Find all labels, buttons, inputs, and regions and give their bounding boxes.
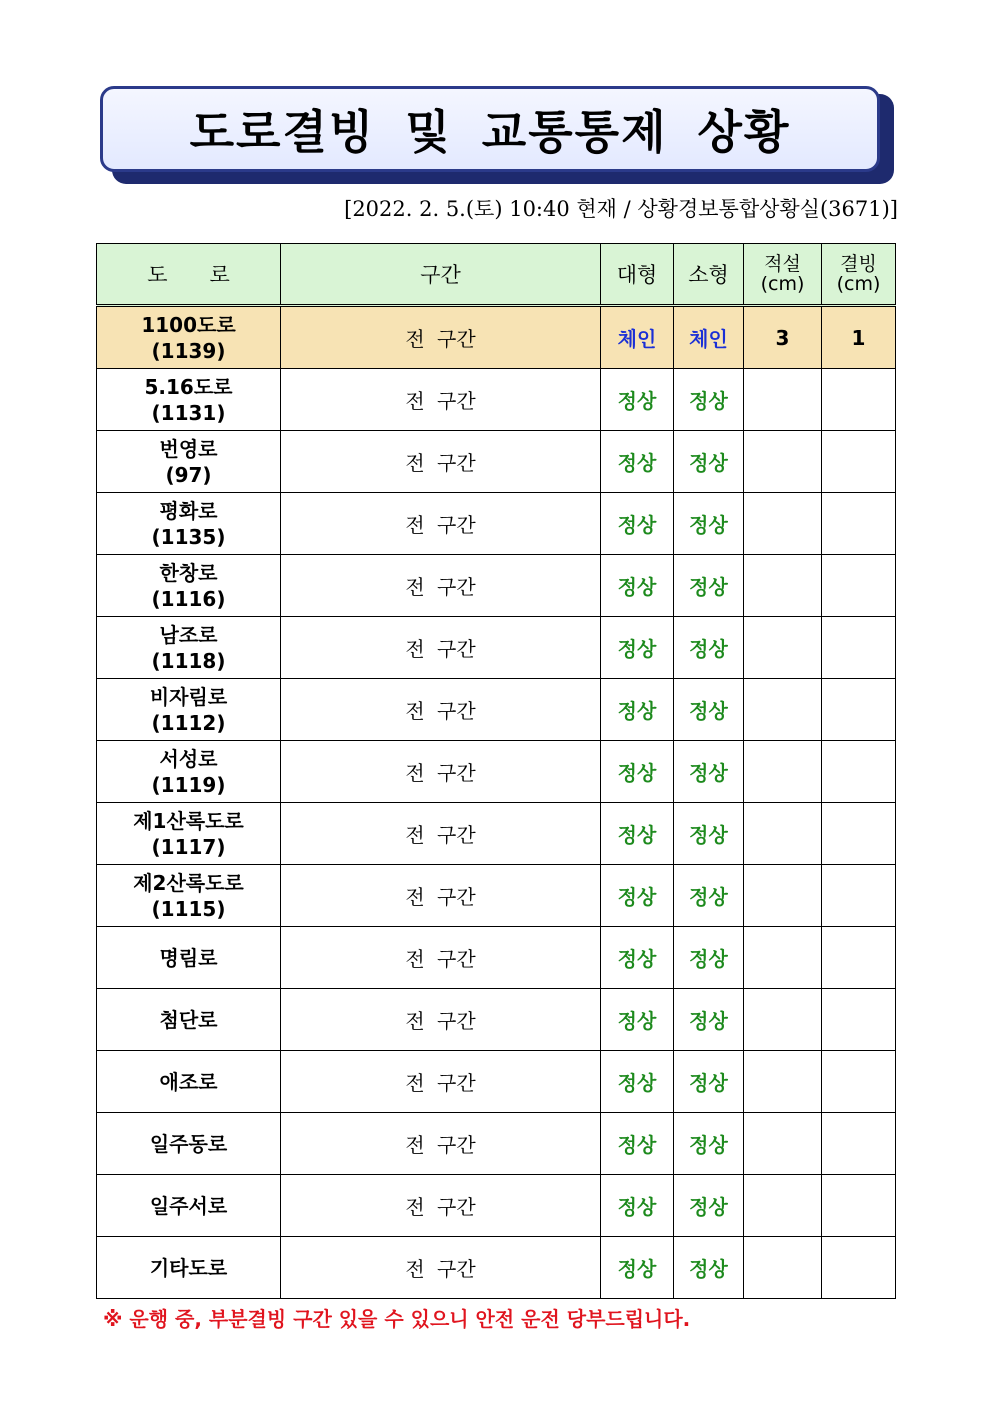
- section-cell: 전 구간: [281, 306, 601, 369]
- snow-depth: [744, 493, 822, 555]
- small-vehicle-status: 정상: [674, 803, 744, 865]
- table-row: [97, 555, 896, 617]
- ice-depth: [822, 865, 896, 927]
- road-name: 제1산록도로: [133, 808, 244, 833]
- road-number: (1118): [151, 648, 226, 673]
- snow-depth: [744, 741, 822, 803]
- section-cell: 전 구간: [281, 741, 601, 803]
- snow-depth: [744, 679, 822, 741]
- ice-depth: 1: [822, 306, 896, 369]
- road-name: 제2산록도로: [133, 870, 244, 895]
- table-row: [97, 803, 896, 865]
- road-name: 비자림로: [149, 684, 228, 709]
- snow-depth: [744, 927, 822, 989]
- table-row: [97, 431, 896, 493]
- section-cell: 전 구간: [281, 431, 601, 493]
- large-vehicle-status: 정상: [601, 555, 674, 617]
- section-cell: 전 구간: [281, 369, 601, 431]
- ice-depth: [822, 369, 896, 431]
- road-name-cell: [97, 679, 281, 741]
- large-vehicle-status: 체인: [601, 306, 674, 369]
- section-cell: 전 구간: [281, 493, 601, 555]
- ice-depth: [822, 493, 896, 555]
- small-vehicle-status: 체인: [674, 306, 744, 369]
- table-row: [97, 1113, 896, 1175]
- large-vehicle-status: 정상: [601, 617, 674, 679]
- small-vehicle-status: 정상: [674, 617, 744, 679]
- large-vehicle-status: 정상: [601, 1237, 674, 1299]
- table-body: [97, 306, 896, 1299]
- ice-depth: [822, 1113, 896, 1175]
- header-snow-unit: (cm): [760, 273, 805, 295]
- road-name: 한창로: [159, 560, 218, 585]
- road-name: 평화로: [159, 498, 218, 523]
- section-cell: 전 구간: [281, 1237, 601, 1299]
- large-vehicle-status: 정상: [601, 741, 674, 803]
- road-number: (1117): [151, 834, 226, 859]
- section-cell: 전 구간: [281, 555, 601, 617]
- table-row: [97, 1237, 896, 1299]
- title-box: [100, 86, 880, 172]
- large-vehicle-status: 정상: [601, 493, 674, 555]
- table-row: [97, 989, 896, 1051]
- large-vehicle-status: 정상: [601, 1113, 674, 1175]
- large-vehicle-status: 정상: [601, 1051, 674, 1113]
- snow-depth: 3: [744, 306, 822, 369]
- road-name-cell: [97, 865, 281, 927]
- road-name: 번영로: [159, 436, 218, 461]
- road-name-cell: [97, 1113, 281, 1175]
- small-vehicle-status: 정상: [674, 865, 744, 927]
- ice-depth: [822, 555, 896, 617]
- large-vehicle-status: 정상: [601, 989, 674, 1051]
- table-row: [97, 927, 896, 989]
- road-number: (1115): [151, 896, 226, 921]
- section-cell: 전 구간: [281, 803, 601, 865]
- road-name-cell: [97, 493, 281, 555]
- road-name-cell: [97, 989, 281, 1051]
- table-row: [97, 493, 896, 555]
- large-vehicle-status: 정상: [601, 679, 674, 741]
- road-name: 서성로: [159, 746, 218, 771]
- small-vehicle-status: 정상: [674, 369, 744, 431]
- road-number: (1112): [151, 710, 226, 735]
- status-timestamp: [2022. 2. 5.(토) 10:40 현재 / 상황경보통합상황실(3671)]: [344, 197, 898, 221]
- small-vehicle-status: 정상: [674, 493, 744, 555]
- table-row: [97, 1175, 896, 1237]
- road-name-cell: [97, 555, 281, 617]
- large-vehicle-status: 정상: [601, 927, 674, 989]
- road-number: (1116): [151, 586, 226, 611]
- table-row: [97, 369, 896, 431]
- snow-depth: [744, 617, 822, 679]
- header-large: 대형: [601, 244, 674, 306]
- table-header-row: [97, 244, 896, 306]
- section-cell: 전 구간: [281, 1113, 601, 1175]
- road-name: 애조로: [159, 1069, 218, 1094]
- road-name-cell: [97, 1237, 281, 1299]
- road-name: 5.16도로: [144, 374, 233, 399]
- large-vehicle-status: 정상: [601, 803, 674, 865]
- ice-depth: [822, 989, 896, 1051]
- road-name: 첨단로: [159, 1007, 218, 1032]
- ice-depth: [822, 1051, 896, 1113]
- road-name-cell: [97, 927, 281, 989]
- snow-depth: [744, 1113, 822, 1175]
- road-name: 명림로: [159, 945, 218, 970]
- road-name-cell: [97, 741, 281, 803]
- road-number: (1119): [151, 772, 226, 797]
- road-name: 기타도로: [149, 1255, 228, 1280]
- snow-depth: [744, 555, 822, 617]
- header-section: 구간: [281, 244, 601, 306]
- road-number: (1131): [151, 400, 226, 425]
- header-ice-label: 결빙: [840, 253, 877, 275]
- road-status-table: [96, 243, 896, 1299]
- ice-depth: [822, 431, 896, 493]
- road-name-cell: [97, 431, 281, 493]
- snow-depth: [744, 369, 822, 431]
- table-row: [97, 679, 896, 741]
- header-road: 도 로: [97, 244, 281, 306]
- table-row: [97, 865, 896, 927]
- snow-depth: [744, 1051, 822, 1113]
- table-row: [97, 1051, 896, 1113]
- small-vehicle-status: 정상: [674, 431, 744, 493]
- road-number: (1135): [151, 524, 226, 549]
- header-ice: [822, 244, 896, 306]
- section-cell: 전 구간: [281, 989, 601, 1051]
- large-vehicle-status: 정상: [601, 865, 674, 927]
- small-vehicle-status: 정상: [674, 989, 744, 1051]
- section-cell: 전 구간: [281, 679, 601, 741]
- header-small: 소형: [674, 244, 744, 306]
- small-vehicle-status: 정상: [674, 1175, 744, 1237]
- snow-depth: [744, 1175, 822, 1237]
- road-name-cell: [97, 1175, 281, 1237]
- road-name: 남조로: [159, 622, 218, 647]
- section-cell: 전 구간: [281, 1051, 601, 1113]
- small-vehicle-status: 정상: [674, 1051, 744, 1113]
- small-vehicle-status: 정상: [674, 555, 744, 617]
- section-cell: 전 구간: [281, 927, 601, 989]
- header-snow: [744, 244, 822, 306]
- small-vehicle-status: 정상: [674, 927, 744, 989]
- section-cell: 전 구간: [281, 1175, 601, 1237]
- ice-depth: [822, 741, 896, 803]
- large-vehicle-status: 정상: [601, 369, 674, 431]
- road-name-cell: [97, 306, 281, 369]
- snow-depth: [744, 431, 822, 493]
- ice-depth: [822, 679, 896, 741]
- header-ice-unit: (cm): [836, 273, 881, 295]
- header-snow-label: 적설: [764, 253, 801, 275]
- ice-depth: [822, 617, 896, 679]
- ice-depth: [822, 1175, 896, 1237]
- ice-depth: [822, 927, 896, 989]
- road-name-cell: [97, 617, 281, 679]
- large-vehicle-status: 정상: [601, 1175, 674, 1237]
- road-name-cell: [97, 1051, 281, 1113]
- snow-depth: [744, 989, 822, 1051]
- small-vehicle-status: 정상: [674, 741, 744, 803]
- snow-depth: [744, 1237, 822, 1299]
- road-number: (97): [165, 462, 212, 487]
- small-vehicle-status: 정상: [674, 679, 744, 741]
- road-name-cell: [97, 803, 281, 865]
- small-vehicle-status: 정상: [674, 1237, 744, 1299]
- large-vehicle-status: 정상: [601, 431, 674, 493]
- table-row: [97, 617, 896, 679]
- road-name: 1100도로: [141, 312, 236, 337]
- ice-depth: [822, 803, 896, 865]
- section-cell: 전 구간: [281, 865, 601, 927]
- table-row: [97, 306, 896, 369]
- road-name-cell: [97, 369, 281, 431]
- snow-depth: [744, 803, 822, 865]
- page-title: 도로결빙 및 교통통제 상황: [189, 105, 791, 159]
- snow-depth: [744, 865, 822, 927]
- road-name: 일주서로: [149, 1193, 228, 1218]
- safety-note: ※ 운행 중, 부분결빙 구간 있을 수 있으니 안전 운전 당부드립니다.: [103, 1307, 691, 1331]
- road-number: (1139): [151, 338, 226, 363]
- road-name: 일주동로: [149, 1131, 228, 1156]
- ice-depth: [822, 1237, 896, 1299]
- table-row: [97, 741, 896, 803]
- small-vehicle-status: 정상: [674, 1113, 744, 1175]
- section-cell: 전 구간: [281, 617, 601, 679]
